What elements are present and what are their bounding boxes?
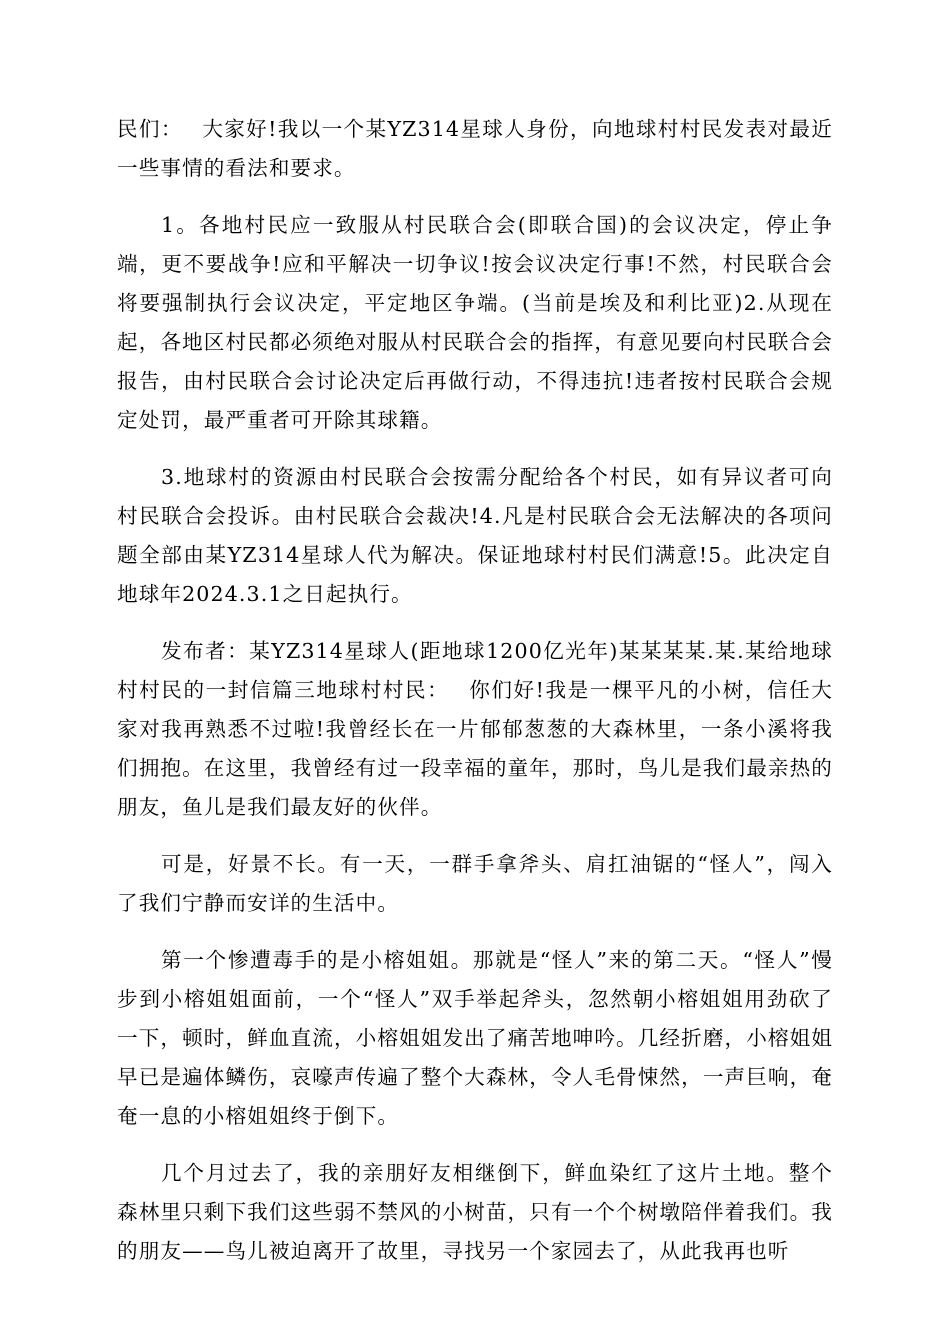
paragraph-6: 第一个惨遭毒手的是小榕姐姐。那就是“怪人”来的第二天。“怪人”慢步到小榕姐姐面前，一个“怪人”双手举起斧头，忽然朝小榕姐姐用劲砍了一下，顿时，鲜血直流，小榕姐姐发出了痛苦地呻吟。几经折磨，小榕姐姐早已是遍体鳞伤，哀嚎声传遍了整个大森林，令人毛骨悚然，一声巨响，奄奄一息的小榕姐姐终于倒下。 (117, 948, 833, 1128)
paragraph-7: 几个月过去了，我的亲朋好友相继倒下，鲜血染红了这片土地。整个森林里只剩下我们这些弱不禁风的小树苗，只有一个个树墩陪伴着我们。我的朋友——鸟儿被迫离开了故里，寻找另一个家园去了，从此我再也听 (117, 1161, 833, 1263)
paragraph-5: 可是，好景不长。有一天，一群手拿斧头、肩扛油锯的“怪人”，闯入了我们宁静而安详的生活中。 (117, 852, 833, 915)
paragraph-1: 民们： 大家好!我以一个某YZ314星球人身份，向地球村村民发表对最近一些事情的看法和要求。 (117, 117, 833, 180)
document-body (117, 110, 833, 1271)
paragraph-3: 3.地球村的资源由村民联合会按需分配给各个村民，如有异议者可向村民联合会投诉。由村民联合会裁决!4.凡是村民联合会无法解决的各项问题全部由某YZ314星球人代为解决。保证地球村村民们满意!5。此决定自地球年2024.3.1之日起执行。 (117, 465, 833, 606)
paragraph-4: 发布者：某YZ314星球人(距地球1200亿光年)某某某某.某.某给地球村村民的一封信篇三地球村村民： 你们好!我是一棵平凡的小树，信任大家对我再熟悉不过啦!我曾经长在一片郁郁葱葱的大森林里，一条小溪将我们拥抱。在这里，我曾经有过一段幸福的童年，那时，鸟儿是我们最亲热的朋友，鱼儿是我们最友好的伙伴。 (117, 639, 833, 819)
paragraph-2: 1。各地村民应一致服从村民联合会(即联合国)的会议决定，停止争端，更不要战争!应和平解决一切争议!按会议决定行事!不然，村民联合会将要强制执行会议决定，平定地区争端。(当前是埃及和利比亚)2.从现在起，各地区村民都必须绝对服从村民联合会的指挥，有意见要向村民联合会报告，由村民联合会讨论决定后再做行动，不得违抗!违者按村民联合会规定处罚，最严重者可开除其球籍。 (117, 213, 833, 432)
